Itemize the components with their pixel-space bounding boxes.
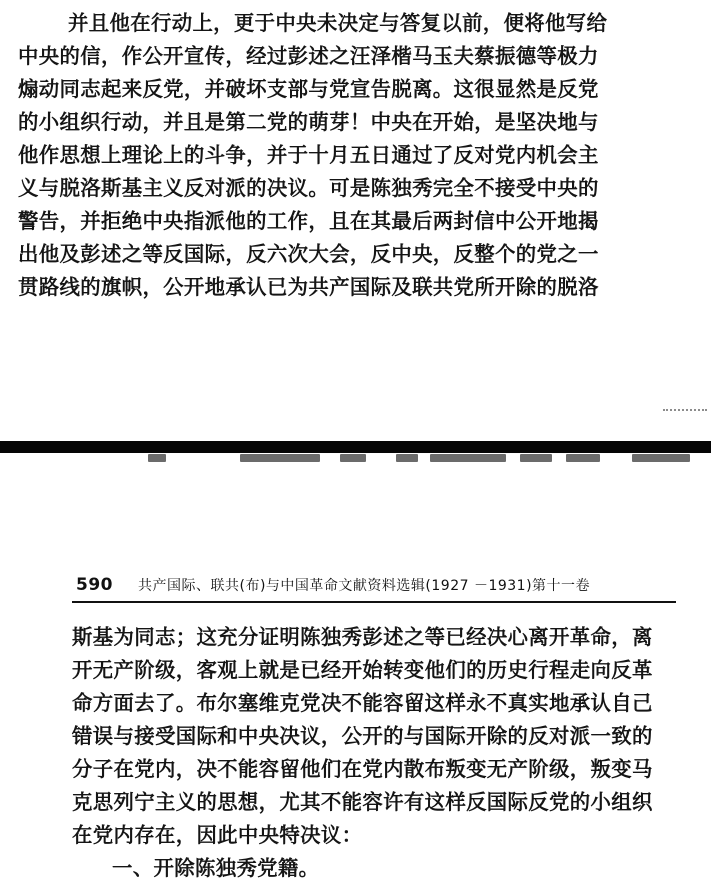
body-line-6: 义与脱洛斯基主义反对派的决议。可是陈独秀完全不接受中央的	[18, 176, 599, 200]
header-rule	[72, 601, 676, 603]
bottom-text-block	[0, 627, 711, 891]
body-line-4: 的小组织行动，并且是第二党的萌芽！中央在开始，是坚决地与	[18, 110, 599, 134]
body-line-10: 斯基为同志；这充分证明陈独秀彭述之等已经决心离开革命，离	[72, 625, 653, 649]
body-line-8: 出他及彭述之等反国际，反六次大会，反中央，反整个的党之一	[18, 242, 599, 266]
scan-bleed	[0, 453, 711, 470]
body-line-7: 警告，并拒绝中央指派他的工作，且在其最后两封信中公开地揭	[18, 209, 599, 233]
page-header	[72, 571, 682, 603]
body-line-2: 中央的信，作公开宣传，经过彭述之汪泽楷马玉夫蔡振德等极力	[18, 44, 599, 68]
body-line-12: 命方面去了。布尔塞维克党决不能容留这样永不真实地承认自己	[72, 691, 653, 715]
page-number: 590	[76, 575, 113, 595]
body-line-14: 分子在党内，决不能容留他们在党内散布叛变无产阶级，叛变马	[72, 757, 653, 781]
body-line-17: 一、开除陈独秀党籍。	[112, 856, 320, 880]
top-text-block	[0, 13, 711, 313]
body-line-15: 克思列宁主义的思想，尤其不能容许有这样反国际反党的小组织	[72, 790, 653, 814]
body-line-13: 错误与接受国际和中央决议，公开的与国际开除的反对派一致的	[72, 724, 653, 748]
body-line-5: 他作思想上理论上的斗争，并于十月五日通过了反对党内机会主	[18, 143, 599, 167]
body-line-1: 并且他在行动上，更于中央未决定与答复以前，便将他写给	[68, 11, 608, 35]
running-title: 共产国际、联共(布)与中国革命文献资料选辑(1927 －1931)第十一卷	[138, 578, 591, 594]
body-line-3: 煽动同志起来反党，并破坏支部与党宣告脱离。这很显然是反党	[18, 77, 599, 101]
body-line-11: 开无产阶级，客观上就是已经开始转变他们的历史行程走向反革	[72, 658, 653, 682]
page-break-bar	[0, 441, 711, 453]
body-line-16: 在党内存在，因此中央特决议：	[72, 823, 363, 847]
body-line-9: 贯路线的旗帜，公开地承认已为共产国际及联共党所开除的脱洛	[18, 275, 599, 299]
dotted-trail	[663, 409, 707, 413]
